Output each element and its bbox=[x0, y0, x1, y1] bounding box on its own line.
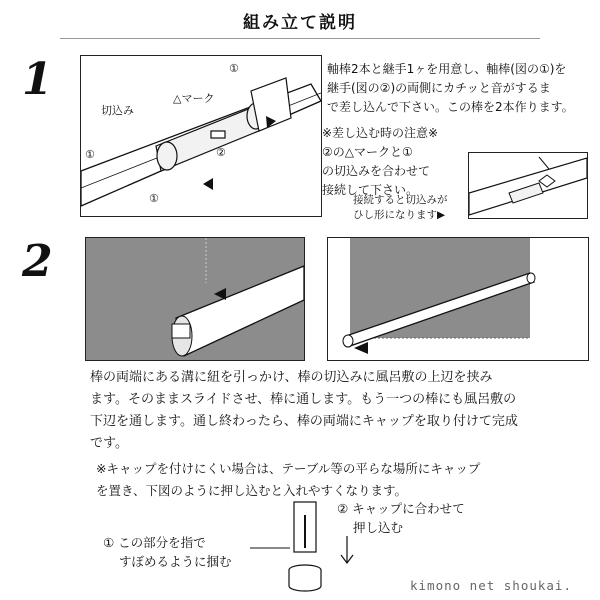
cap-note bbox=[96, 458, 586, 502]
step-1-note bbox=[322, 124, 472, 200]
note-line: 接続して下さい。 bbox=[322, 183, 419, 197]
cap-label-1 bbox=[103, 533, 273, 571]
down-arrow-icon bbox=[337, 536, 357, 566]
step-1-line: 継手(図の②)の両側にカチッと音がするま bbox=[327, 81, 551, 95]
label-rod-1a: ① bbox=[85, 148, 95, 161]
cap-diagram bbox=[250, 500, 340, 595]
step-1-instructions bbox=[327, 60, 592, 117]
label-rod-1c: ① bbox=[229, 62, 239, 75]
label-triangle-mark: △マーク bbox=[173, 92, 215, 105]
step-1-line: で差し込んで下さい。この棒を2本作ります。 bbox=[327, 100, 574, 114]
joint-detail-diagram bbox=[468, 152, 588, 219]
cap-note-line: を置き、下図のように押し込むと入れやすくなります。 bbox=[96, 483, 408, 498]
step-2-line: ます。そのままスライドさせ、棒に通します。もう一つの棒にも風呂敷の bbox=[90, 392, 517, 407]
joint-detail-line: 接続すると切込みが bbox=[353, 194, 448, 206]
step-2-line: 棒の両端にある溝に紐を引っかけ、棒の切込みに風呂敷の上辺を挟み bbox=[90, 370, 493, 385]
step-2-line: 下辺を通します。通し終わったら、棒の両端にキャップを取り付けて完成 bbox=[90, 414, 518, 429]
rod-joint-illustration bbox=[81, 56, 321, 216]
step-1-line: 軸棒2本と継手1ヶを用意し、軸棒(図の①)を bbox=[327, 62, 567, 76]
joint-detail-line: ひし形になります▶ bbox=[353, 209, 446, 221]
note-line: ②の△マークと① bbox=[322, 145, 413, 159]
label-rod-1b: ① bbox=[149, 192, 159, 205]
cap-label-1-line: すぼめるように掴む bbox=[119, 554, 232, 569]
cap-note-line: ※キャップを付けにくい場合は、テーブル等の平らな場所にキャップ bbox=[96, 461, 481, 476]
joint-closeup-illustration bbox=[469, 153, 587, 218]
step-2-number: 2 bbox=[22, 236, 53, 287]
step-1-number: 1 bbox=[22, 54, 53, 105]
step-2-diagram-left bbox=[85, 237, 305, 361]
joint-detail-note bbox=[353, 193, 473, 223]
label-cut: 切込み bbox=[101, 104, 134, 117]
label-joint-2: ② bbox=[216, 146, 226, 159]
step-1-diagram bbox=[80, 55, 322, 217]
cap-label-2-line: ② キャップに合わせて bbox=[337, 501, 465, 516]
step-2-line: です。 bbox=[90, 436, 128, 451]
cap-label-1-line: ① この部分を指で bbox=[103, 535, 206, 550]
cap-press-illustration bbox=[250, 500, 340, 595]
fabric-slide-illustration bbox=[86, 238, 304, 360]
page-title: 組み立て説明 bbox=[60, 8, 540, 39]
cap-label-2-line: 押し込む bbox=[353, 520, 404, 535]
note-line: の切込みを合わせて bbox=[322, 164, 431, 178]
note-title: ※差し込む時の注意※ bbox=[322, 126, 439, 140]
rod-through-fabric-illustration bbox=[328, 238, 588, 360]
step-2-diagram-right bbox=[327, 237, 589, 361]
step-2-instructions bbox=[90, 367, 595, 455]
cap-label-2 bbox=[337, 499, 497, 537]
watermark: kimono net shoukai. bbox=[410, 578, 572, 593]
